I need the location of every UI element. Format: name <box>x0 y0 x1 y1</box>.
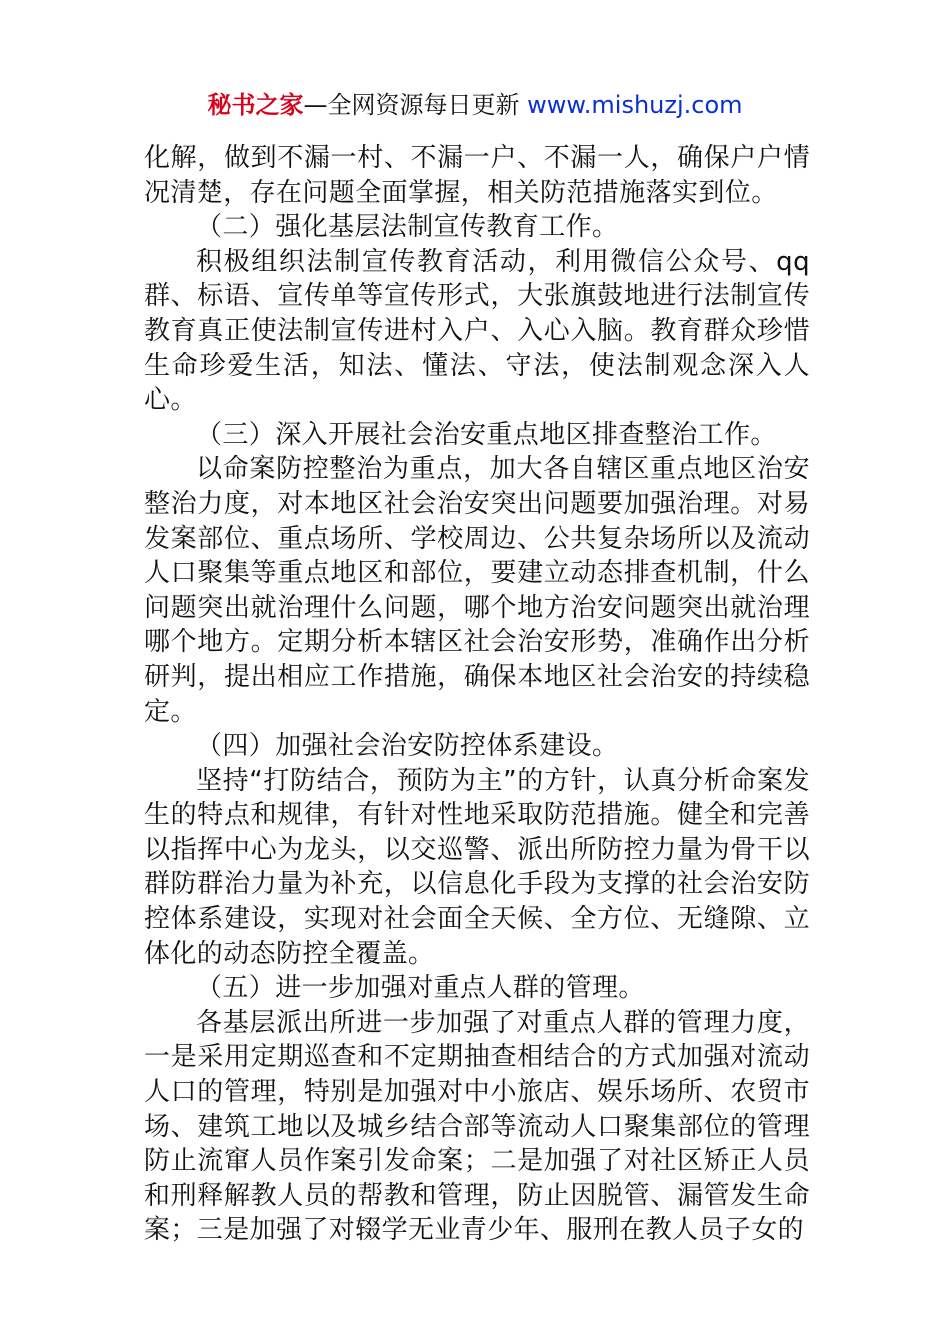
paragraph-legal-education: 积极组织法制宣传教育活动，利用微信公众号、qq群、标语、宣传单等宣传形式，大张旗鼓地进行法制宣传教育真正使法制宣传进村入户、入心入脑。教育群众珍惜生命珍爱生活，知法、懂法、守法，使法制观念深入人心。 <box>144 246 810 416</box>
header-tagline: —全网资源每日更新 <box>303 91 528 119</box>
paragraph-continuation: 化解，做到不漏一村、不漏一户、不漏一人，确保户户情况清楚，存在问题全面掌握，相关防范措施落实到位。 <box>144 143 810 208</box>
section-heading-4: （四）加强社会治安防控体系建设。 <box>196 731 619 762</box>
paragraph-key-population: 各基层派出所进一步加强了对重点人群的管理力度，一是采用定期巡查和不定期抽查相结合的方式加强对流动人口的管理，特别是加强对中小旅店、娱乐场所、农贸市场、建筑工地以及城乡结合部等流动人口聚集部位的管理防止流窜人员作案引发命案；二是加强了对社区矫正人员和刑释解教人员的帮教和管理，防止因脱管、漏管发生命案；三是加强了对辍学无业青少年、服刑在教人员子女的 <box>144 1007 810 1246</box>
header-url[interactable]: www.mishuzj.com <box>527 91 743 119</box>
document-body <box>144 141 810 1248</box>
section-heading-3: （三）深入开展社会治安重点地区排查整治工作。 <box>196 419 777 450</box>
section-heading-2: （二）强化基层法制宣传教育工作。 <box>196 212 619 243</box>
paragraph-prevention-system: 坚持“打防结合，预防为主”的方针，认真分析命案发生的特点和规律，有针对性地采取防范措施。健全和完善以指挥中心为龙头，以交巡警、派出所防控力量为骨干以群防群治力量为补充，以信息化手段为支撑的社会治安防控体系建设，实现对社会面全天候、全方位、无缝隙、立体化的动态防控全覆盖。 <box>144 765 810 969</box>
section-heading-5: （五）进一步加强对重点人群的管理。 <box>196 973 645 1004</box>
paragraph-key-area-rectification: 以命案防控整治为重点，加大各自辖区重点地区治安整治力度，对本地区社会治安突出问题要加强治理。对易发案部位、重点场所、学校周边、公共复杂场所以及流动人口聚集等重点地区和部位，要建立动态排查机制，什么问题突出就治理什么问题，哪个地方治安问题突出就治理哪个地方。定期分析本辖区社会治安形势，准确作出分析研判，提出相应工作措施，确保本地区社会治安的持续稳定。 <box>144 454 810 727</box>
page-header <box>0 88 950 122</box>
header-brand: 秘书之家 <box>207 91 304 119</box>
